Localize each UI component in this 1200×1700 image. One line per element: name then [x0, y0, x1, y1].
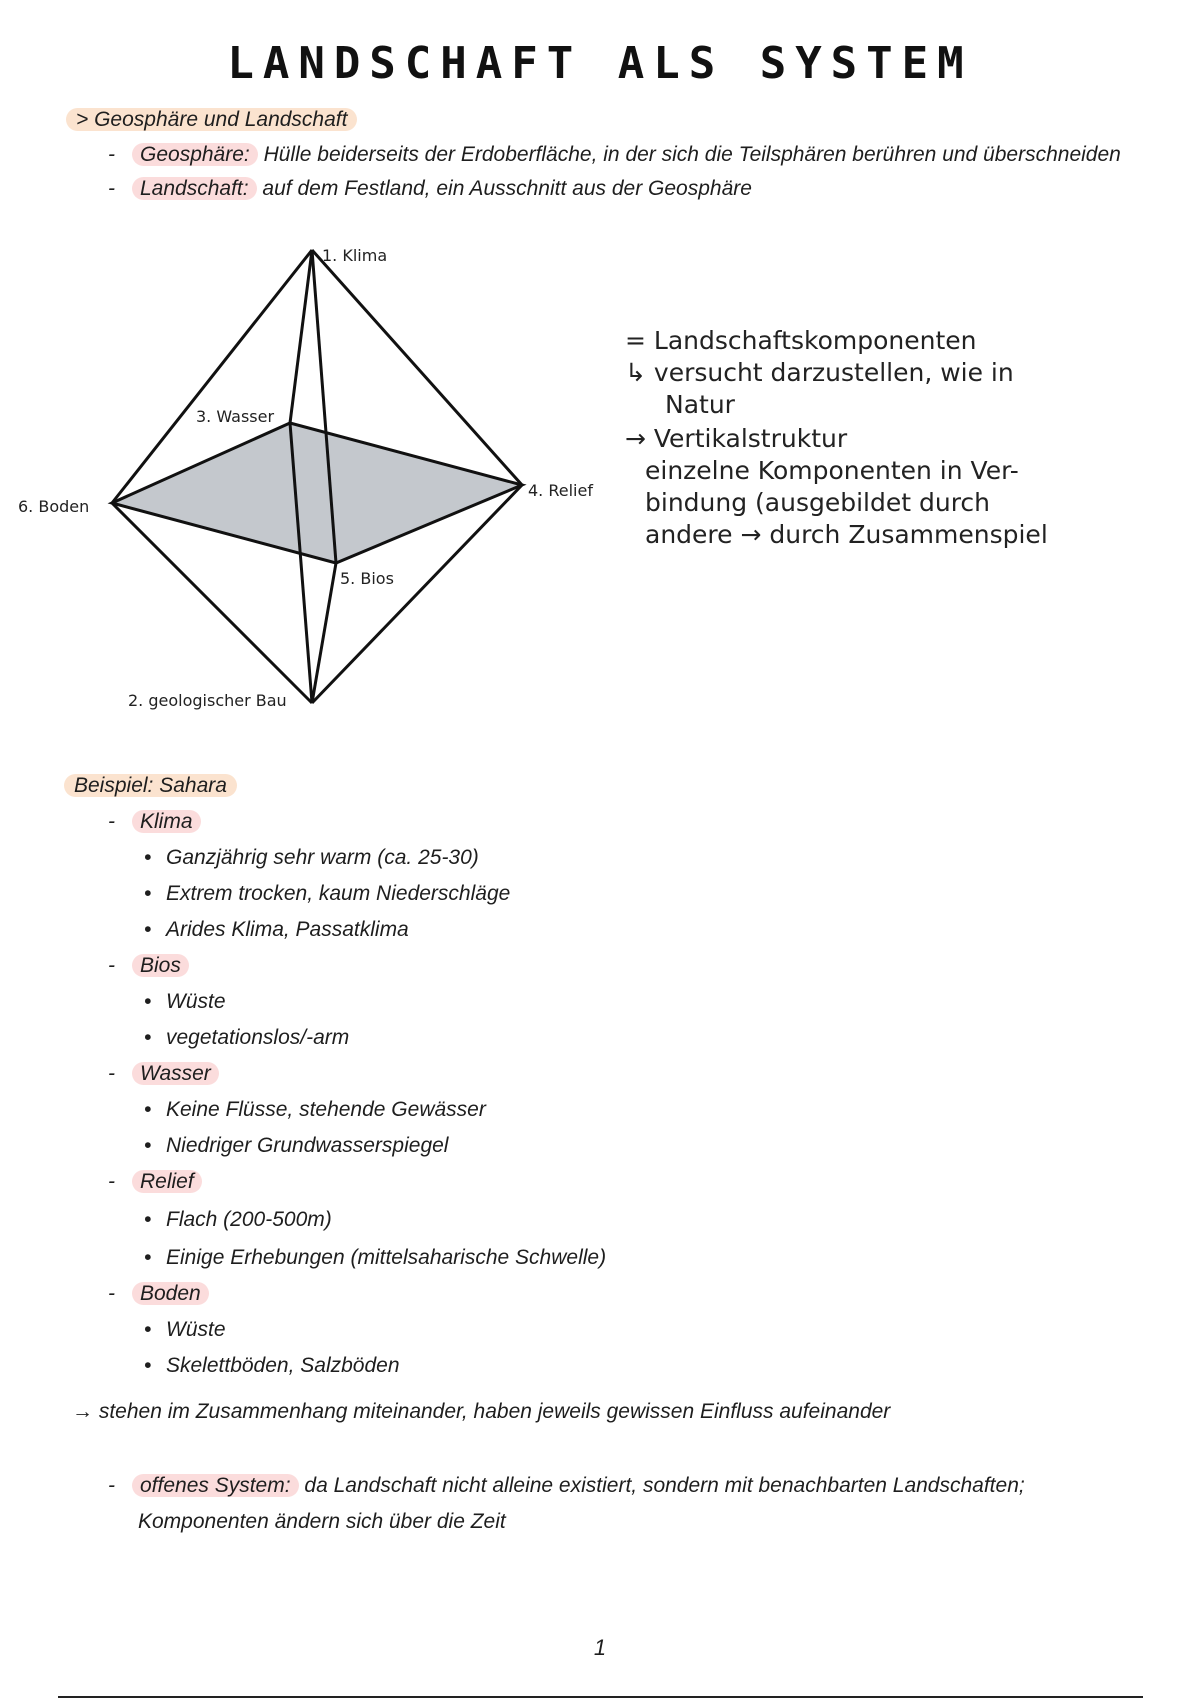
list-item	[144, 1134, 448, 1158]
list-item	[144, 1098, 486, 1122]
definition-text: auf dem Festland, ein Ausschnitt aus der Geosphäre	[256, 177, 752, 200]
bullet-dot: •	[144, 1208, 152, 1231]
middle-plane	[112, 423, 522, 563]
dash-marker: -	[108, 1282, 115, 1305]
list-item-text: Keine Flüsse, stehende Gewässer	[166, 1098, 486, 1121]
conclusion-text: → stehen im Zusammenhang miteinander, haben jeweils gewissen Einfluss aufeinander	[72, 1400, 891, 1423]
page-title: LANDSCHAFT ALS SYSTEM	[227, 38, 973, 89]
list-item	[144, 1246, 606, 1270]
page-number: 1	[593, 1635, 607, 1660]
bullet-dot: •	[144, 1026, 152, 1049]
list-item	[144, 990, 226, 1014]
list-item	[144, 918, 409, 942]
list-item-text: Ganzjährig sehr warm (ca. 25-30)	[166, 846, 479, 869]
label-bios: 5. Bios	[340, 569, 394, 588]
group-klima	[108, 810, 201, 834]
open-system-line-2: Komponenten ändern sich über die Zeit	[138, 1510, 506, 1533]
list-item-text: Skelettböden, Salzböden	[166, 1354, 400, 1377]
list-item-text: vegetationslos/-arm	[166, 1026, 350, 1049]
note-line: bindung (ausgebildet durch	[645, 488, 991, 517]
group-name: Bios	[132, 954, 189, 977]
heading-highlight: > Geosphäre und Landschaft	[66, 108, 357, 131]
group-name: Klima	[132, 810, 201, 833]
footer-divider	[58, 1696, 1143, 1698]
note-line: andere → durch Zusammenspiel	[645, 520, 1048, 549]
list-item	[144, 882, 510, 906]
definition-text: Hülle beiderseits der Erdoberfläche, in der sich die Teilsphären berühren und überschneiden	[257, 143, 1121, 166]
list-item-text: Einige Erhebungen (mittelsaharische Schwelle)	[166, 1246, 607, 1269]
open-system-line	[108, 1474, 1025, 1498]
group-bios	[108, 954, 189, 978]
group-relief	[108, 1170, 202, 1194]
dash-marker: -	[108, 1062, 115, 1085]
dash-marker: -	[108, 143, 115, 166]
bullet-dot: •	[144, 990, 152, 1013]
note-line: einzelne Komponenten in Ver-	[645, 456, 1019, 485]
example-heading	[64, 774, 237, 798]
bullet-dot: •	[144, 1318, 152, 1341]
group-name: Wasser	[132, 1062, 219, 1085]
dash-marker: -	[108, 177, 115, 200]
note-line: Natur	[665, 390, 735, 419]
list-item-text: Arides Klima, Passatklima	[166, 918, 409, 941]
list-item-text: Flach (200-500m)	[166, 1208, 332, 1231]
list-item-text: Niedriger Grundwasserspiegel	[166, 1134, 449, 1157]
term-offenes-system: offenes System:	[132, 1474, 299, 1497]
bullet-dot: •	[144, 918, 152, 941]
dash-marker: -	[108, 810, 115, 833]
dash-marker: -	[108, 954, 115, 977]
list-item	[144, 846, 479, 870]
dash-marker: -	[108, 1474, 115, 1497]
group-boden	[108, 1282, 209, 1306]
list-item-text: Wüste	[166, 1318, 226, 1341]
bullet-dot: •	[144, 882, 152, 905]
section-heading-geosphaere	[66, 108, 357, 132]
bullet-dot: •	[144, 1246, 152, 1269]
list-item	[144, 1026, 349, 1050]
open-system-text: da Landschaft nicht alleine existiert, sondern mit benachbarten Landschaften;	[298, 1474, 1025, 1497]
list-item	[144, 1354, 400, 1378]
label-klima: 1. Klima	[322, 246, 388, 265]
definition-geosphaere	[108, 143, 1121, 167]
dash-marker: -	[108, 1170, 115, 1193]
note-line: = Landschaftskomponenten	[625, 326, 977, 355]
term-landschaft: Landschaft:	[132, 177, 257, 200]
group-name: Boden	[132, 1282, 209, 1305]
group-wasser	[108, 1062, 219, 1086]
bullet-dot: •	[144, 1098, 152, 1121]
label-wasser: 3. Wasser	[196, 407, 275, 426]
list-item-text: Wüste	[166, 990, 226, 1013]
label-geologischer-bau: 2. geologischer Bau	[128, 691, 287, 710]
label-relief: 4. Relief	[528, 481, 593, 500]
group-name: Relief	[132, 1170, 202, 1193]
list-item-text: Extrem trocken, kaum Niederschläge	[166, 882, 511, 905]
landscape-octahedron-diagram	[0, 240, 620, 720]
list-item	[144, 1318, 226, 1342]
bullet-dot: •	[144, 1354, 152, 1377]
bullet-dot: •	[144, 846, 152, 869]
note-line: ↳ versucht darzustellen, wie in	[625, 358, 1014, 387]
heading-highlight: Beispiel: Sahara	[64, 774, 237, 797]
term-geosphaere: Geosphäre:	[132, 143, 258, 166]
definition-landschaft	[108, 177, 752, 201]
list-item	[144, 1208, 332, 1232]
note-line: → Vertikalstruktur	[625, 424, 848, 453]
bullet-dot: •	[144, 1134, 152, 1157]
label-boden: 6. Boden	[18, 497, 90, 516]
